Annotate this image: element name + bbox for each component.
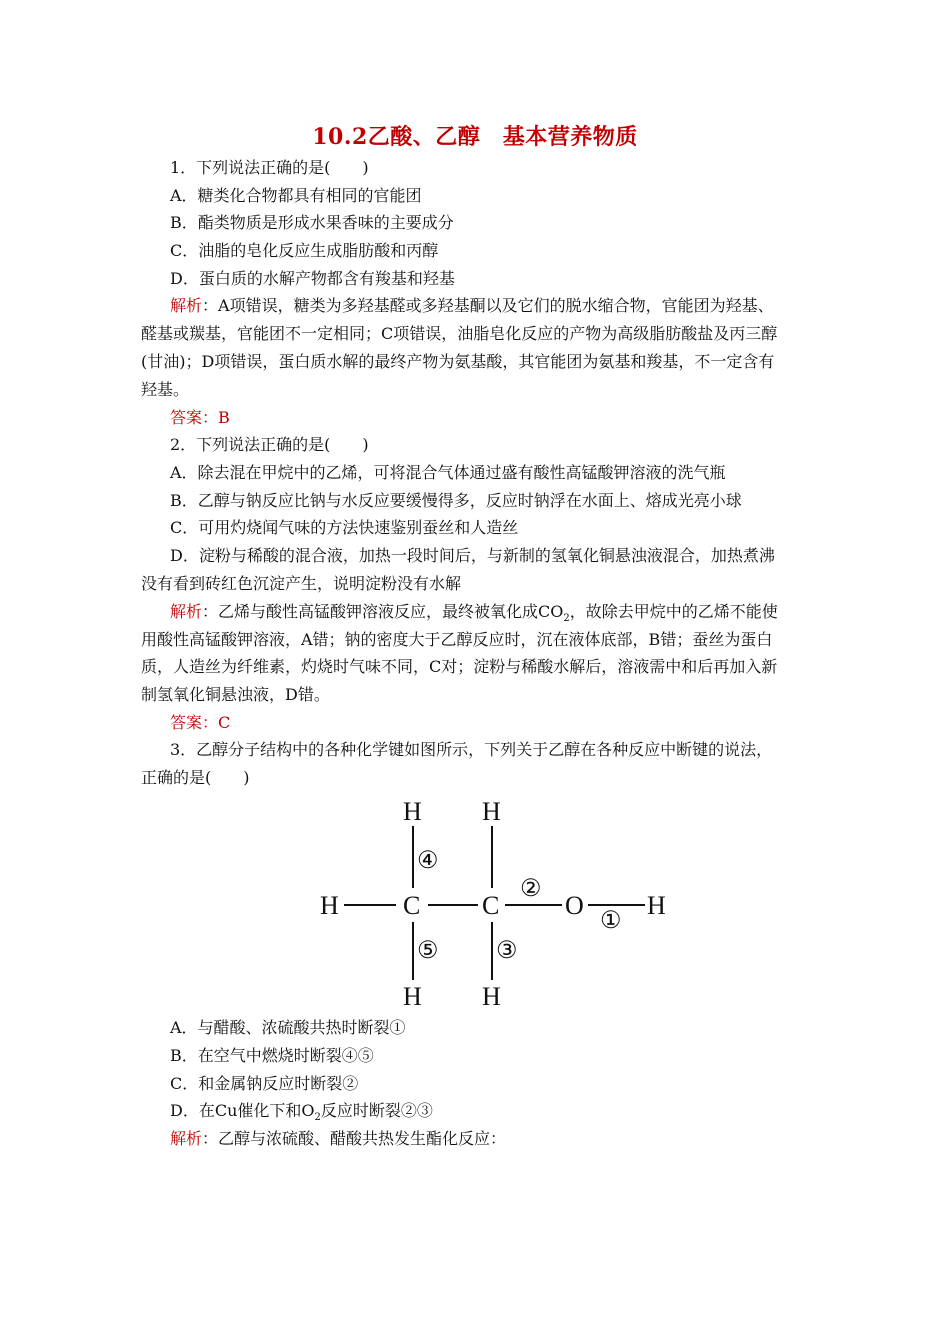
- q2-stem: 2．下列说法正确的是( ): [170, 435, 369, 454]
- q1-option-d: D．蛋白质的水解产物都含有羧基和羟基: [170, 269, 455, 288]
- q2-analysis-label: 解析: [170, 602, 203, 621]
- q3-analysis-text: ：乙醇与浓硫酸、醋酸共热发生酯化反应：: [202, 1129, 507, 1148]
- atom-c1: C: [403, 891, 421, 920]
- atom-h-c2-bottom: H: [482, 982, 501, 1011]
- q1-option-b: B．酯类物质是形成水果香味的主要成分: [170, 213, 454, 232]
- bond-label-3: ③: [496, 938, 518, 964]
- q3-analysis-line-1: [170, 1129, 506, 1149]
- atom-h-c1-top: H: [403, 797, 422, 826]
- q2-option-c: C．可用灼烧闻气味的方法快速鉴别蚕丝和人造丝: [170, 518, 519, 537]
- q3-option-d-text-a: D．在Cu催化下和O: [170, 1101, 315, 1120]
- ethanol-structure-diagram: [300, 790, 690, 1020]
- q3-option-c: C．和金属钠反应时断裂②: [170, 1074, 359, 1093]
- q1-answer: 答案：B: [170, 408, 230, 427]
- q1-analysis-line-3: (甘油)；D项错误，蛋白质水解的最终产物为氨基酸，其官能团为氨基和羧基，不一定含有: [141, 352, 775, 371]
- q2-option-a: A．除去混在甲烷中的乙烯，可将混合气体通过盛有酸性高锰酸钾溶液的洗气瓶: [170, 463, 726, 482]
- q2-option-b: B．乙醇与钠反应比钠与水反应要缓慢得多，反应时钠浮在水面上、熔成光亮小球: [170, 491, 742, 510]
- q2-analysis-text-b: ，故除去甲烷中的乙烯不能使: [569, 602, 778, 621]
- bond-label-2: ②: [520, 876, 542, 902]
- q3-option-b: B．在空气中燃烧时断裂④⑤: [170, 1046, 374, 1065]
- q3-stem-line-2: 正确的是( ): [141, 768, 250, 787]
- q3-option-a: A．与醋酸、浓硫酸共热时断裂①: [170, 1018, 406, 1037]
- atom-h-right: H: [647, 891, 666, 920]
- q3-analysis-label: 解析: [170, 1129, 203, 1148]
- page-title: 10.2乙酸、乙醇 基本营养物质: [312, 124, 638, 150]
- q2-analysis-text-a: ：乙烯与酸性高锰酸钾溶液反应，最终被氧化成CO: [202, 602, 564, 621]
- atom-h-c2-top: H: [482, 797, 501, 826]
- bond-label-1: ①: [600, 908, 622, 934]
- atom-h-c1-bottom: H: [403, 982, 422, 1011]
- q2-option-d-line-2: 没有看到砖红色沉淀产生，说明淀粉没有水解: [141, 574, 462, 593]
- q1-analysis-label: 解析: [170, 296, 203, 315]
- q1-option-c: C．油脂的皂化反应生成脂肪酸和丙醇: [170, 241, 439, 260]
- q2-analysis-line-4: 制氢氧化铜悬浊液，D错。: [141, 685, 330, 704]
- q3-option-d: [170, 1101, 433, 1124]
- q1-analysis-text: ：A项错误，糖类为多羟基醛或多羟基酮以及它们的脱水缩合物，官能团为羟基、: [202, 296, 774, 315]
- q1-option-a: A．糖类化合物都具有相同的官能团: [170, 186, 422, 205]
- q1-analysis-line-2: 醛基或羰基，官能团不一定相同；C项错误，油脂皂化反应的产物为高级脂肪酸盐及丙三醇: [141, 324, 778, 343]
- q2-option-d-line-1: D．淀粉与稀酸的混合液，加热一段时间后，与新制的氢氧化铜悬浊液混合，加热煮沸: [170, 546, 775, 565]
- q2-analysis-line-2: 用酸性高锰酸钾溶液，A错；钠的密度大于乙醇反应时，沉在液体底部，B错；蚕丝为蛋白: [141, 630, 773, 649]
- q3-option-d-text-b: 反应时断裂②③: [320, 1101, 433, 1120]
- q1-stem: 1．下列说法正确的是( ): [170, 158, 369, 177]
- q3-option-d-subscript: 2: [314, 1112, 321, 1124]
- q3-stem-line-1: 3．乙醇分子结构中的各种化学键如图所示，下列关于乙醇在各种反应中断键的说法，: [170, 740, 773, 759]
- atom-c2: C: [482, 891, 500, 920]
- q2-analysis-line-1: [170, 602, 778, 625]
- q2-answer: 答案：C: [170, 713, 231, 732]
- bond-label-4: ④: [417, 848, 439, 874]
- q1-analysis-line-1: [170, 296, 774, 316]
- q1-analysis-line-4: 羟基。: [141, 380, 190, 399]
- q2-analysis-subscript: 2: [563, 613, 570, 625]
- atom-o: O: [565, 891, 584, 920]
- atom-h-left: H: [320, 891, 339, 920]
- bond-label-5: ⑤: [417, 938, 439, 964]
- q2-analysis-line-3: 质，人造丝为纤维素，灼烧时气味不同，C对；淀粉与稀酸水解后，溶液需中和后再加入新: [141, 657, 778, 676]
